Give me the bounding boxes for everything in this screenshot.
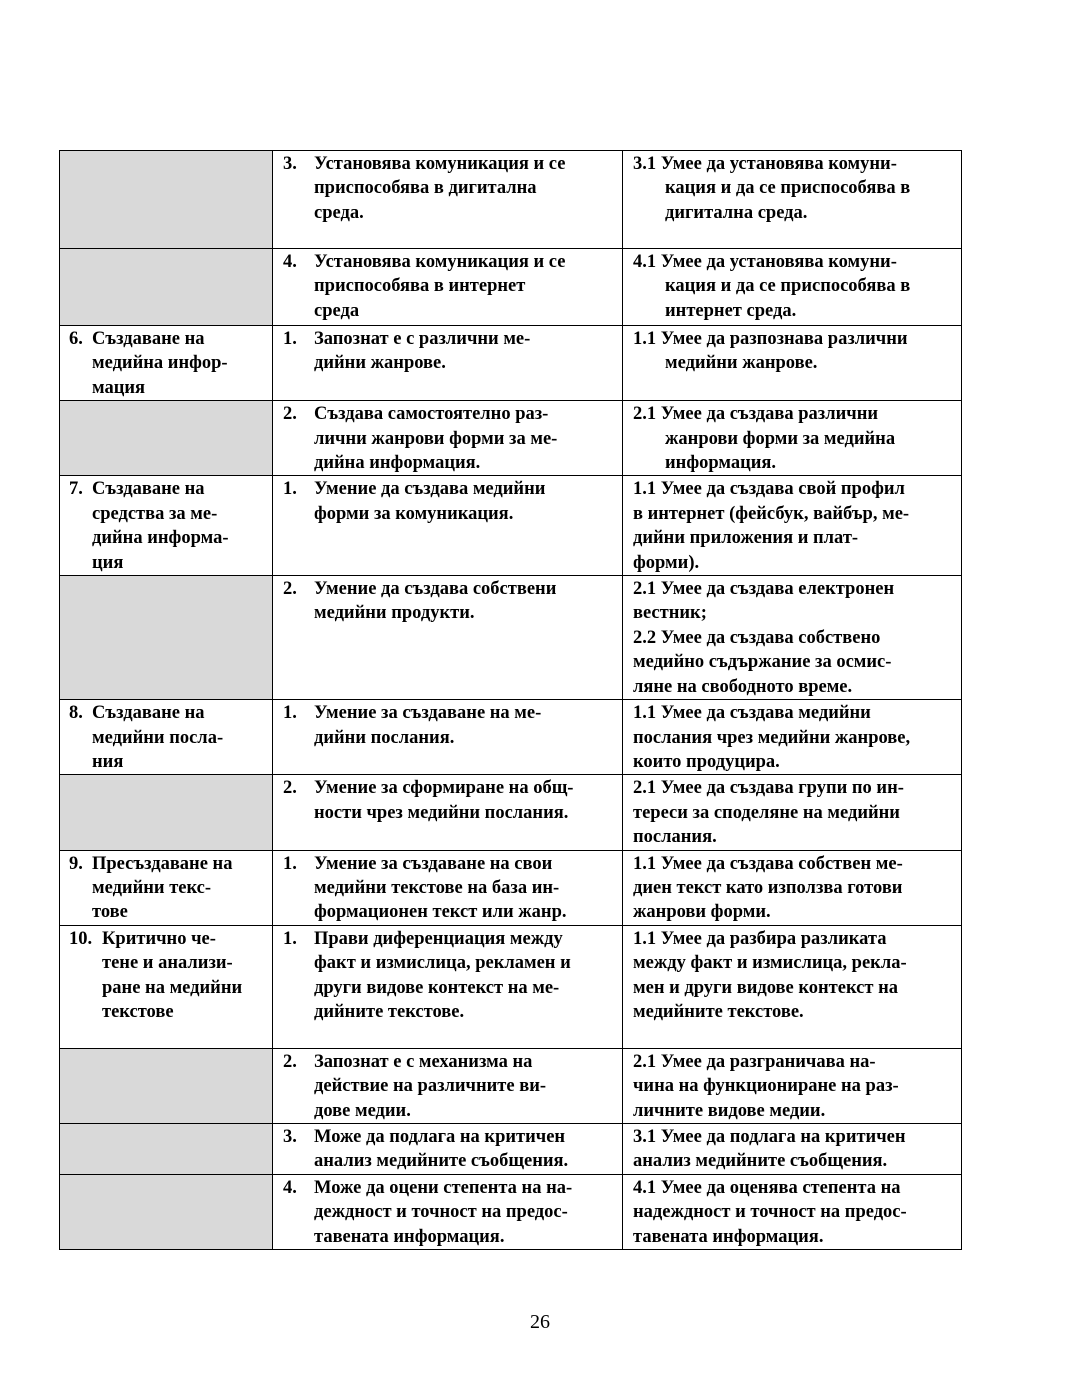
skill-text: Умение за създаване на ме- дийни послания. <box>314 703 542 748</box>
topic-number: 9. <box>69 853 83 874</box>
table-row <box>60 775 962 850</box>
result-cell <box>623 775 962 850</box>
skill-number: 4. <box>283 1177 297 1198</box>
table-row <box>60 925 962 1048</box>
table-row <box>60 249 962 326</box>
topic-number: 7. <box>69 479 83 500</box>
skill-cell <box>273 249 623 326</box>
result-text: 2.1 Умее да създава електронен вестник; <box>633 579 895 624</box>
result-text: 1.1 Умее да създава свой профил в интернет (фейсбук, вайбър, ме- дийни приложения и плат- форми). <box>633 479 910 573</box>
skill-number: 1. <box>283 853 297 874</box>
topic-cell <box>60 775 273 850</box>
result-text: 1.1 Умее да разбира разликата между факт и измислица, рекла- мен и други видове контекст на медийните текстове. <box>633 928 907 1022</box>
topic-number: 6. <box>69 329 83 349</box>
table-row <box>60 1048 962 1123</box>
skill-number: 2. <box>283 1051 297 1072</box>
skill-cell <box>273 576 623 700</box>
page-number: 26 <box>530 1311 550 1333</box>
topic-cell <box>60 401 273 476</box>
skill-cell <box>273 1174 623 1249</box>
result-cell <box>623 576 962 700</box>
skill-number: 3. <box>283 154 297 174</box>
skill-cell <box>273 326 623 401</box>
skill-cell <box>273 476 623 576</box>
skill-number: 2. <box>283 579 297 600</box>
result-text: 1.1 Умее да създава собствен ме- диен текст като използва готови жанрови форми. <box>633 853 903 923</box>
result-text: 4.1 Умее да установява комуни- кация и да се приспособява в интернет среда. <box>633 252 911 321</box>
competency-table <box>59 150 962 1250</box>
topic-cell <box>60 249 273 326</box>
topic-cell <box>60 850 273 925</box>
skill-cell <box>273 1048 623 1123</box>
result-text: 2.1 Умее да създава различни жанрови форми за медийна информация. <box>633 404 896 474</box>
result-text: 2.1 Умее да създава групи по ин- тереси за споделяне на медийни послания. <box>633 778 904 848</box>
topic-cell <box>60 151 273 249</box>
topic-text: Създаване на медийна инфор- мация <box>92 329 228 398</box>
skill-text: Установява комуникация и се приспособява в интернет среда <box>314 252 566 321</box>
topic-cell <box>60 1174 273 1249</box>
result-cell <box>623 151 962 249</box>
skill-cell <box>273 925 623 1048</box>
skill-text: Запознат е с различни ме- дийни жанрове. <box>314 329 531 374</box>
result-cell <box>623 249 962 326</box>
skill-number: 4. <box>283 252 297 272</box>
skill-text: Прави диференциация между факт и измислица, рекламен и други видове контекст на ме- дийните текстове. <box>314 928 571 1022</box>
result-cell <box>623 476 962 576</box>
skill-number: 2. <box>283 778 297 799</box>
table-row <box>60 576 962 700</box>
result-cell <box>623 1174 962 1249</box>
topic-cell <box>60 700 273 775</box>
skill-cell <box>273 700 623 775</box>
result-text: 3.1 Умее да установява комуни- кация и да се приспособява в дигитална среда. <box>633 154 911 223</box>
topic-number: 10. <box>69 928 93 949</box>
skill-number: 2. <box>283 404 297 425</box>
skill-cell <box>273 1123 623 1174</box>
topic-text: Създаване на медийни посла- ния <box>92 703 224 772</box>
topic-cell <box>60 1048 273 1123</box>
skill-text: Умение за сформиране на общ- ности чрез медийни послания. <box>314 778 574 823</box>
result-cell <box>623 925 962 1048</box>
topic-cell <box>60 476 273 576</box>
result-text: 4.1 Умее да оценява степента на надеждност и точност на предос- тавената информация. <box>633 1177 907 1247</box>
topic-number: 8. <box>69 703 83 724</box>
skill-text: Установява комуникация и се приспособява в дигитална среда. <box>314 154 566 223</box>
result-text: 2.1 Умее да разграничава на- чина на функциониране на раз- личните видове медии. <box>633 1051 899 1121</box>
result-text: 1.1 Умее да разпознава различни медийни жанрове. <box>633 329 908 374</box>
table-row <box>60 1123 962 1174</box>
skill-text: Създава самостоятелно раз- лични жанрови форми за ме- дийна информация. <box>314 404 558 474</box>
result-cell <box>623 850 962 925</box>
result-text: 2.2 Умее да създава собствено медийно съдържание за осмис- ляне на свободното време. <box>633 627 892 697</box>
result-cell <box>623 401 962 476</box>
skill-cell <box>273 401 623 476</box>
skill-number: 1. <box>283 928 297 949</box>
skill-cell <box>273 850 623 925</box>
skill-text: Умение за създаване на свои медийни текстове на база ин- формационен текст или жанр. <box>314 853 567 923</box>
result-cell <box>623 1123 962 1174</box>
skill-text: Умение да създава собствени медийни продукти. <box>314 579 557 624</box>
skill-number: 1. <box>283 479 297 500</box>
skill-cell <box>273 151 623 249</box>
result-text: 3.1 Умее да подлага на критичен анализ медийните съобщения. <box>633 1126 906 1172</box>
table-row <box>60 151 962 249</box>
skill-text: Запознат е с механизма на действие на различните ви- дове медии. <box>314 1051 547 1121</box>
skill-text: Може да оцени степента на на- деждност и точност на предос- тавената информация. <box>314 1177 573 1247</box>
topic-cell <box>60 576 273 700</box>
topic-cell <box>60 326 273 401</box>
table-row <box>60 1174 962 1249</box>
result-cell <box>623 1048 962 1123</box>
topic-cell <box>60 1123 273 1174</box>
result-cell <box>623 700 962 775</box>
skill-number: 1. <box>283 703 297 724</box>
topic-text: Създаване на средства за ме- дийна информа- ция <box>92 479 229 573</box>
table-row <box>60 326 962 401</box>
skill-text: Умение да създава медийни форми за комуникация. <box>314 479 546 524</box>
table-row <box>60 476 962 576</box>
skill-text: Може да подлага на критичен анализ медийните съобщения. <box>314 1126 569 1172</box>
skill-number: 3. <box>283 1126 297 1147</box>
result-cell <box>623 326 962 401</box>
table-row <box>60 700 962 775</box>
topic-text: Пресъздаване на медийни текс- тове <box>92 853 233 923</box>
topic-cell <box>60 925 273 1048</box>
table-row <box>60 850 962 925</box>
skill-number: 1. <box>283 329 297 349</box>
table-row <box>60 401 962 476</box>
result-text: 1.1 Умее да създава медийни послания чрез медийни жанрове, които продуцира. <box>633 703 911 772</box>
topic-text: Критично че- тене и анализи- ране на медийни текстове <box>102 928 243 1022</box>
skill-cell <box>273 775 623 850</box>
